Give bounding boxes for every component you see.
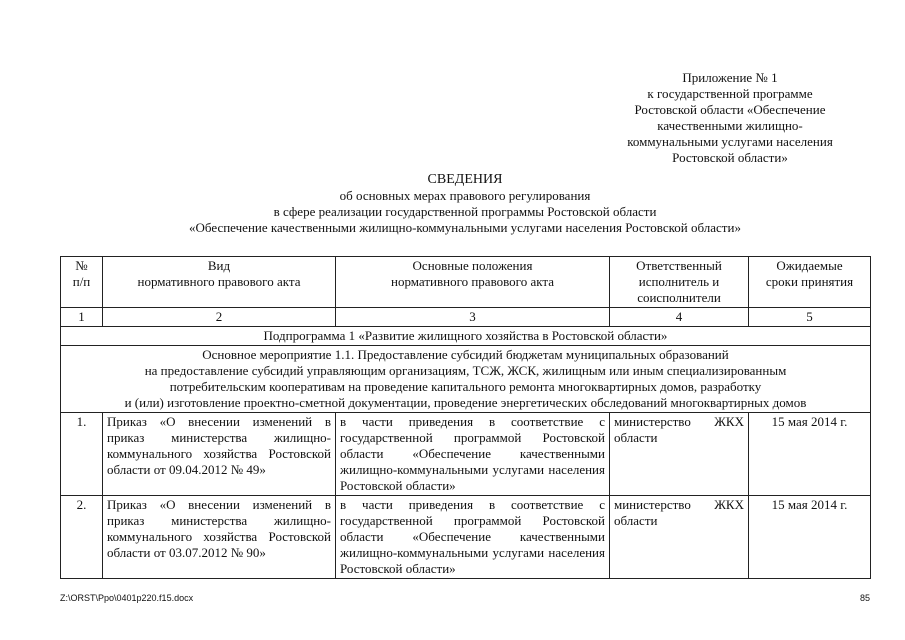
appendix-line: Ростовской области «Обеспечение: [634, 102, 826, 117]
header-provisions: [336, 257, 610, 308]
measure-line: на предоставление субсидий управляющим организациям, ТСЖ, ЖСК, жилищным или иным специализированным: [144, 363, 787, 378]
footer-page-number: 85: [859, 593, 870, 603]
appendix-line: Ростовской области»: [672, 150, 788, 165]
header-text: Основные положения: [412, 258, 533, 273]
header-text: исполнитель и: [638, 274, 720, 289]
row-number: 1.: [61, 413, 103, 496]
column-number: 4: [610, 308, 749, 327]
footer-file-path: Z:\ORST\Ppo\0401p220.f15.docx: [60, 593, 194, 603]
header-text: соисполнители: [637, 290, 721, 305]
appendix-line: к государственной программе: [647, 86, 813, 101]
appendix-block: [600, 70, 860, 166]
measures-table: [60, 256, 871, 579]
header-text: нормативного правового акта: [391, 274, 554, 289]
column-number: 1: [61, 308, 103, 327]
title-line: об основных мерах правового регулирования: [339, 188, 591, 203]
column-number: 3: [336, 308, 610, 327]
measure-line: потребительским кооперативам на проведение капитального ремонта многоквартирных домов, разработку: [169, 379, 762, 394]
row-act: Приказ «О внесении изменений в приказ министерства жилищно-коммунального хозяйства Ростовской области от 09.04.2012 № 49»: [103, 413, 336, 496]
table-row: [61, 496, 871, 579]
header-text: п/п: [72, 274, 91, 289]
row-executor: министерство ЖКХ области: [610, 413, 749, 496]
row-number: 2.: [61, 496, 103, 579]
measure-row: [61, 346, 871, 413]
header-deadline: [749, 257, 871, 308]
column-number-row: [61, 308, 871, 327]
header-text: Ожидаемые: [776, 258, 843, 273]
row-provisions: в части приведения в соответствие с государственной программой Ростовской области «Обеспечение качественными жилищно-коммунальными услугами населения Ростовской области»: [336, 413, 610, 496]
subprogram-row: [61, 327, 871, 346]
title-line: в сфере реализации государственной программы Ростовской области: [273, 204, 657, 219]
title-heading: СВЕДЕНИЯ: [427, 172, 503, 187]
column-number: 5: [749, 308, 871, 327]
header-text: сроки принятия: [765, 274, 854, 289]
header-act-type: [103, 257, 336, 308]
measure-line: Основное мероприятие 1.1. Предоставление субсидий бюджетам муниципальных образований: [202, 347, 729, 362]
appendix-line: коммунальными услугами населения: [627, 134, 833, 149]
document-title: [60, 172, 870, 236]
row-deadline: 15 мая 2014 г.: [749, 413, 871, 496]
row-provisions: в части приведения в соответствие с государственной программой Ростовской области «Обеспечение качественными жилищно-коммунальными услугами населения Ростовской области»: [336, 496, 610, 579]
header-text: Вид: [207, 258, 231, 273]
table-header-row: [61, 257, 871, 308]
header-text: №: [75, 258, 88, 273]
table-row: [61, 413, 871, 496]
row-deadline: 15 мая 2014 г.: [749, 496, 871, 579]
measure-description: [61, 346, 871, 413]
row-executor: министерство ЖКХ области: [610, 496, 749, 579]
measure-line: и (или) изготовление проектно-сметной документации, проведение энергетических обследований многоквартирных домов: [124, 395, 807, 410]
appendix-line: Приложение № 1: [682, 70, 778, 85]
subprogram-title: Подпрограмма 1 «Развитие жилищного хозяйства в Ростовской области»: [61, 327, 871, 346]
column-number: 2: [103, 308, 336, 327]
header-text: нормативного правового акта: [137, 274, 301, 289]
row-act: Приказ «О внесении изменений в приказ министерства жилищно-коммунального хозяйства Ростовской области от 03.07.2012 № 90»: [103, 496, 336, 579]
title-line: «Обеспечение качественными жилищно-коммунальными услугами населения Ростовской области»: [189, 220, 741, 235]
header-executor: [610, 257, 749, 308]
header-number: [61, 257, 103, 308]
header-text: Ответственный: [636, 258, 722, 273]
appendix-line: качественными жилищно-: [657, 118, 803, 133]
